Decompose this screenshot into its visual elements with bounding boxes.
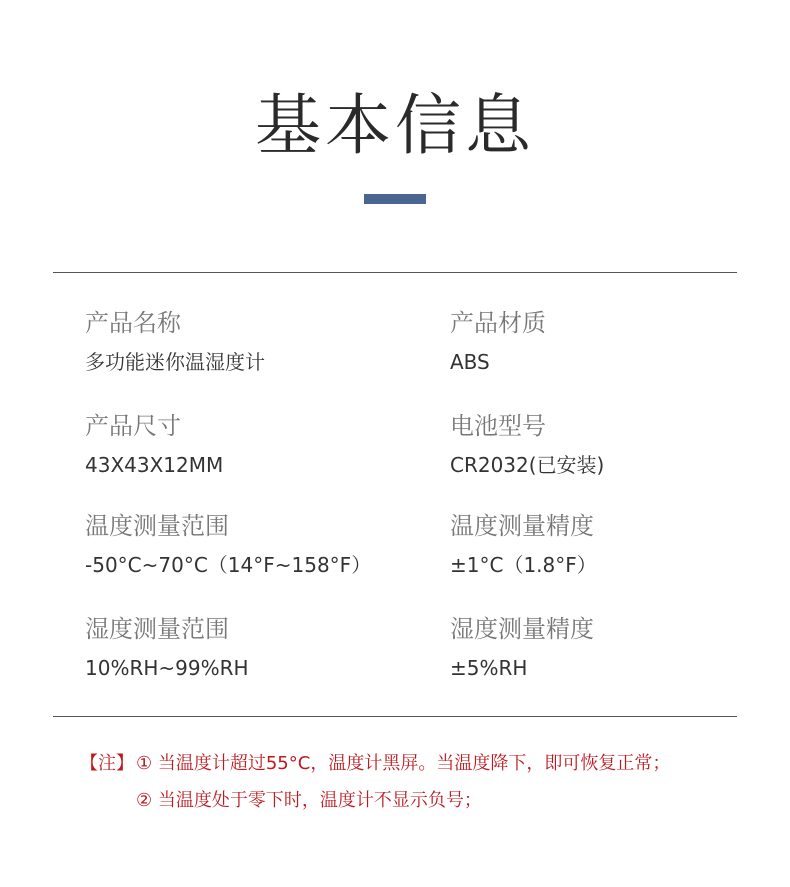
note-item-1: ① 当温度计超过55°C，温度计黑屏。当温度降下，即可恢复正常； (136, 753, 671, 774)
spec-label-battery: 电池型号 (450, 412, 546, 440)
spec-label-humidity-range: 湿度测量范围 (85, 615, 229, 643)
spec-value-temp-accuracy: ±1°C（1.8°F） (450, 553, 597, 577)
spec-label-product-name: 产品名称 (85, 309, 181, 337)
spec-value-battery: CR2032(已安装) (450, 453, 605, 477)
spec-label-material: 产品材质 (450, 309, 546, 337)
spec-value-size: 43X43X12MM (85, 453, 224, 477)
spec-label-temp-range: 温度测量范围 (85, 512, 229, 540)
spec-value-humidity-range: 10%RH~99%RH (85, 656, 249, 680)
note-item-2: ② 当温度处于零下时，温度计不显示负号； (136, 790, 482, 811)
page-title: 基本信息 (255, 87, 535, 164)
spec-value-temp-range: -50°C~70°C（14°F~158°F） (85, 553, 372, 577)
divider-top (53, 272, 737, 273)
spec-label-size: 产品尺寸 (85, 412, 181, 440)
spec-value-material: ABS (450, 350, 490, 374)
divider-bottom (53, 716, 737, 717)
spec-value-humidity-accuracy: ±5%RH (450, 656, 528, 680)
spec-label-humidity-accuracy: 湿度测量精度 (450, 615, 594, 643)
title-underline (364, 194, 426, 204)
note-prefix: 【注】 (80, 753, 134, 774)
spec-label-temp-accuracy: 温度测量精度 (450, 512, 594, 540)
spec-value-product-name: 多功能迷你温湿度计 (85, 350, 265, 374)
